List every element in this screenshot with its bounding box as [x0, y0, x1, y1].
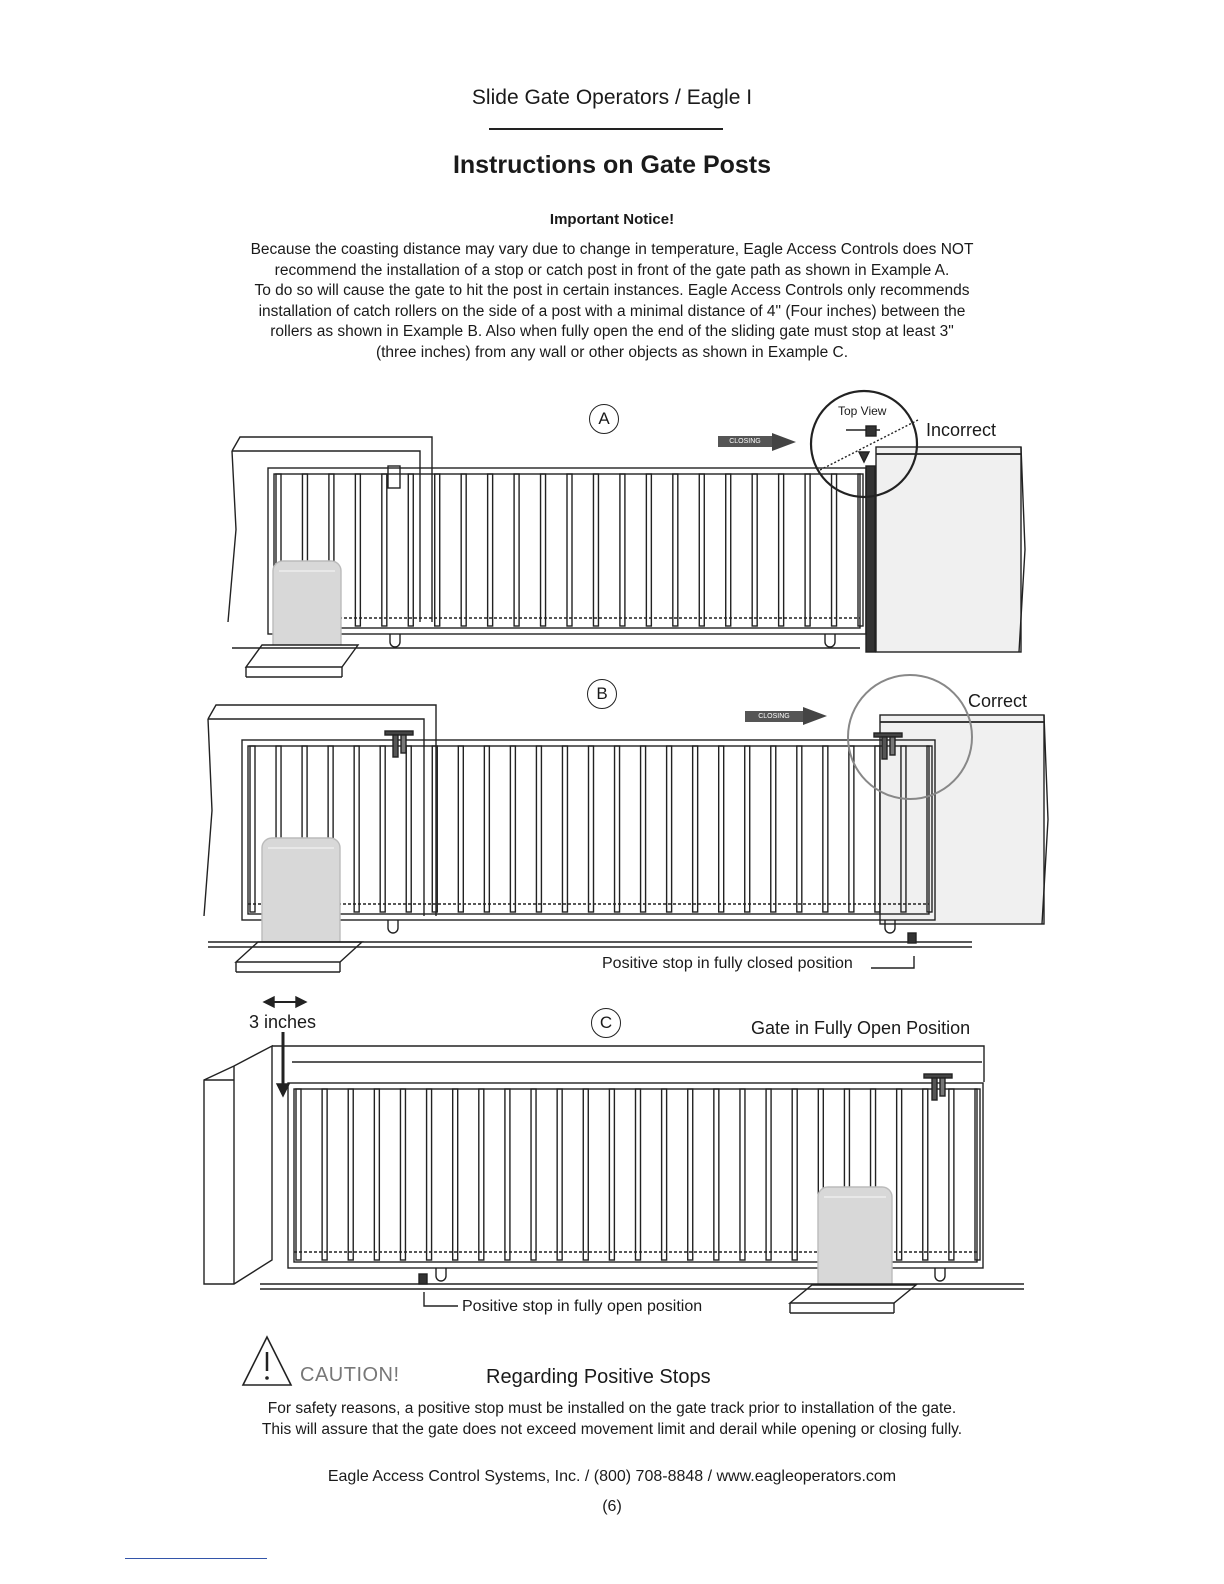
gate-picket: [562, 746, 567, 912]
arrow-head: [772, 433, 796, 451]
gate-picket: [355, 474, 360, 626]
gate-picket: [646, 474, 651, 626]
gate-picket: [779, 474, 784, 626]
gate-picket: [805, 474, 810, 626]
closed-stop-label: Positive stop in fully closed position: [602, 955, 853, 972]
gate-wheel: [935, 1268, 945, 1281]
gate-picket: [435, 474, 440, 626]
gate-picket: [615, 746, 620, 912]
catch-roller: [882, 737, 887, 759]
gate-picket: [662, 1089, 667, 1260]
gate-picket: [505, 1089, 510, 1260]
gate-picket: [740, 1089, 745, 1260]
gate-picket: [322, 1089, 327, 1260]
gate-picket: [348, 1089, 353, 1260]
gate-picket: [771, 746, 776, 912]
bottom-divider: [125, 1558, 267, 1559]
gate-picket: [296, 1089, 301, 1260]
back-wall: [272, 1046, 984, 1082]
gate-picket: [510, 746, 515, 912]
caution-label: CAUTION!: [300, 1364, 400, 1386]
open-stop-leader: [424, 1292, 458, 1306]
gate-picket: [514, 474, 519, 626]
gate-picket: [583, 1089, 588, 1260]
arrow-head: [803, 707, 827, 725]
gate-picket: [488, 474, 493, 626]
gate-picket: [849, 746, 854, 912]
gate-picket: [479, 1089, 484, 1260]
gate-picket: [250, 746, 255, 912]
catch-roller: [393, 735, 398, 757]
positive-stop-open: [419, 1274, 427, 1284]
notice-line: Because the coasting distance may vary due to change in temperature, Eagle Access Controls does NOT: [250, 241, 974, 258]
gate-picket: [380, 746, 385, 912]
wall-break: [228, 451, 236, 622]
catch-roller: [401, 735, 406, 753]
gate-picket: [667, 746, 672, 912]
catch-roller: [940, 1078, 945, 1096]
gate-picket: [589, 746, 594, 912]
closing-arrow-b: CLOSING: [745, 711, 803, 722]
example-a-diagram: [228, 391, 1025, 677]
gate-picket: [541, 474, 546, 626]
gate-operator-unit: [818, 1187, 892, 1295]
gate-picket: [461, 474, 466, 626]
gate-picket: [458, 746, 463, 912]
gate-picket: [484, 746, 489, 912]
open-stop-label: Positive stop in fully open position: [462, 1298, 703, 1315]
gate-picket: [792, 1089, 797, 1260]
distance-arrow-left: [264, 997, 274, 1007]
gate-picket: [408, 474, 413, 626]
gate-picket: [382, 474, 387, 626]
closing-arrow-a: CLOSING: [718, 436, 772, 447]
closed-stop-leader: [871, 956, 914, 968]
gate-wheel: [388, 920, 398, 933]
gate-picket: [752, 474, 757, 626]
roller-bracket: [385, 731, 413, 735]
wall-break: [204, 719, 212, 916]
gate-picket: [897, 1089, 902, 1260]
gate-operator-unit: [273, 561, 341, 657]
gate-picket: [354, 746, 359, 912]
gate-picket: [567, 474, 572, 626]
side-wall: [204, 1046, 272, 1284]
notice-line: recommend the installation of a stop or catch post in front of the gate path as shown in Example A.: [274, 261, 950, 279]
gate-picket: [832, 474, 837, 626]
gate-picket: [406, 746, 411, 912]
gate-picket: [875, 746, 880, 912]
gate-picket: [719, 746, 724, 912]
notice-heading: Important Notice!: [549, 211, 675, 228]
concrete-pad: [790, 1285, 916, 1303]
caution-line: This will assure that the gate does not exceed movement limit and derail while opening or closing fully.: [261, 1421, 963, 1438]
top-view-post: [866, 426, 876, 436]
gate-picket: [636, 1089, 641, 1260]
open-position-label: Gate in Fully Open Position: [751, 1018, 971, 1038]
example-c-marker: C: [591, 1008, 621, 1038]
notice-line: rollers as shown in Example B. Also when fully open the end of the sliding gate must stop at least 3": [270, 323, 954, 340]
example-c-diagram: [204, 997, 1024, 1313]
warning-triangle-icon: [243, 1337, 291, 1385]
gate-picket: [693, 746, 698, 912]
catch-roller: [932, 1078, 937, 1100]
gate-picket: [673, 474, 678, 626]
gate-picket: [823, 746, 828, 912]
example-b-marker: B: [587, 679, 617, 709]
concrete-pad: [236, 942, 362, 962]
gate-picket: [688, 1089, 693, 1260]
gate-picket: [453, 1089, 458, 1260]
gate-picket: [641, 746, 646, 912]
distance-label: 3 inches: [249, 1012, 317, 1032]
gate-operator-unit: [262, 838, 340, 954]
positive-stop-closed: [908, 933, 916, 943]
example-b-diagram: [204, 675, 1048, 972]
caution-line: For safety reasons, a positive stop must be installed on the gate track prior to installation of the gate.: [267, 1400, 957, 1417]
top-view-arrow: [859, 452, 869, 462]
top-view-label: Top View: [838, 404, 887, 418]
gate-picket: [536, 746, 541, 912]
gate-picket: [923, 1089, 928, 1260]
distance-arrow-right: [296, 997, 306, 1007]
footer-contact: Eagle Access Control Systems, Inc. / (800) 708-8848 / www.eagleoperators.com: [327, 1468, 897, 1485]
gate-picket: [714, 1089, 719, 1260]
pointer-arrow: [277, 1084, 289, 1096]
notice-line: To do so will cause the gate to hit the post in certain instances. Eagle Access Controls only recommends: [254, 282, 970, 299]
gate-picket: [745, 746, 750, 912]
roller-bracket: [924, 1074, 952, 1078]
gate-wheel: [390, 634, 400, 647]
correct-label: Correct: [968, 691, 1028, 711]
caution-heading: Regarding Positive Stops: [486, 1366, 711, 1388]
gate-picket: [531, 1089, 536, 1260]
roller-bracket: [874, 733, 902, 737]
gate-wheel: [825, 634, 835, 647]
gate-picket: [609, 1089, 614, 1260]
gate-picket: [766, 1089, 771, 1260]
gate-picket: [400, 1089, 405, 1260]
gate-picket: [949, 1089, 954, 1260]
notice-line: (three inches) from any wall or other objects as shown in Example C.: [375, 343, 849, 361]
stop-post-incorrect: [866, 466, 875, 652]
gate-wheel: [436, 1268, 446, 1281]
gate-picket: [557, 1089, 562, 1260]
incorrect-label: Incorrect: [926, 420, 997, 440]
document-header: Slide Gate Operators / Eagle I: [471, 86, 753, 109]
gate-post: [876, 447, 1021, 652]
gate-picket: [699, 474, 704, 626]
page-number: (6): [602, 1498, 622, 1515]
caution-text: [150, 1398, 1074, 1440]
gate-latch: [388, 466, 400, 488]
example-a-marker: A: [589, 404, 619, 434]
gate-picket: [726, 474, 731, 626]
gate-picket: [797, 746, 802, 912]
gate-picket: [427, 1089, 432, 1260]
gate-picket: [374, 1089, 379, 1260]
catch-roller: [890, 737, 895, 755]
page-title: Instructions on Gate Posts: [452, 151, 772, 179]
gate-picket: [593, 474, 598, 626]
gate-picket: [620, 474, 625, 626]
notice-line: installation of catch rollers on the side of a post with a minimal distance of 4" (Four inches) between the: [258, 302, 966, 320]
